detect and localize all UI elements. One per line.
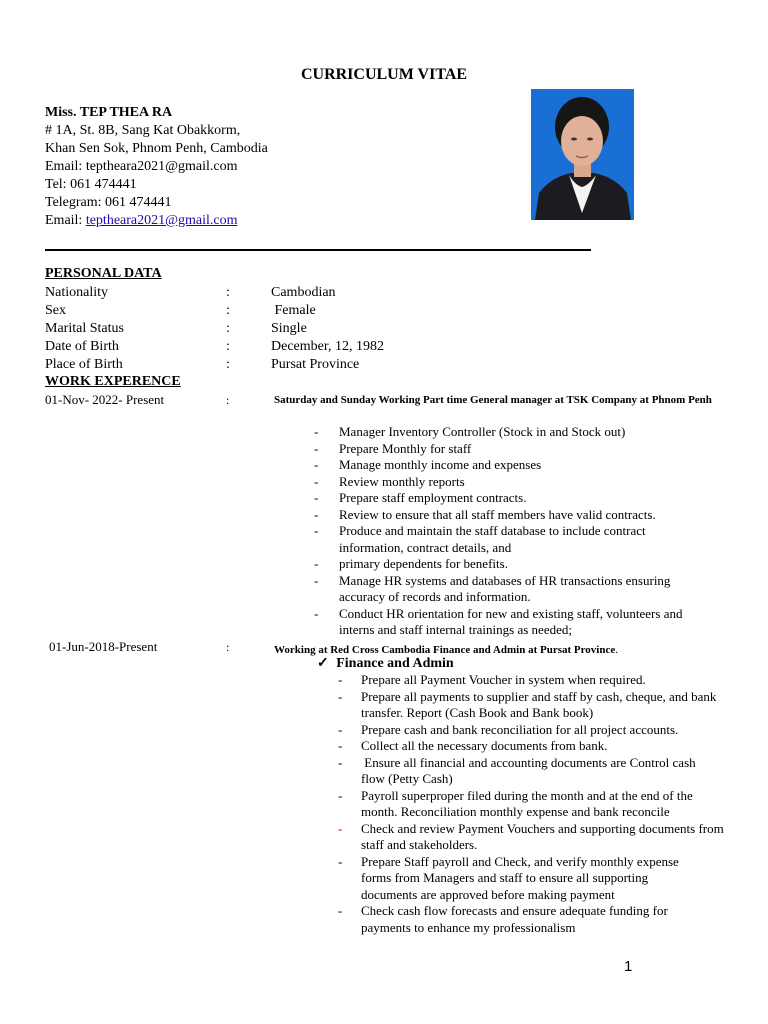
duty-text: Manage monthly income and expenses — [339, 457, 542, 472]
email-line: Email: teptheara2021@gmail.com — [45, 159, 238, 174]
bullet-dash: - — [314, 440, 319, 456]
bullet-dash: - — [314, 556, 319, 571]
job1-duty — [314, 523, 734, 556]
bullet-dash: - — [338, 787, 343, 803]
job2-duty — [338, 672, 738, 689]
job1-duty — [314, 606, 734, 639]
bullet-dash: - — [338, 820, 343, 836]
duty-text: primary dependents for benefits. — [339, 556, 508, 571]
job1-duty — [314, 573, 734, 606]
job2-duty — [338, 821, 738, 854]
portrait-image — [531, 89, 634, 220]
job2-duty — [338, 755, 738, 788]
job1-duty — [314, 507, 734, 524]
date-of-birth-label: Date of Birth — [45, 339, 119, 354]
place-of-birth-colon: : — [226, 357, 230, 372]
place-of-birth-label: Place of Birth — [45, 357, 123, 372]
duty-text: Prepare cash and bank reconciliation for all project accounts. — [361, 721, 679, 737]
personal-row-place-of-birth — [45, 356, 745, 374]
finance-admin-heading — [317, 655, 454, 672]
duty-text: Conduct HR orientation for new and existing staff, volunteers and interns and staff internal trainings as needed; — [339, 605, 683, 637]
telegram-line: Telegram: 061 474441 — [45, 195, 172, 210]
job2-duty-list — [338, 672, 738, 936]
duty-text: Produce and maintain the staff database to include contract information, contract details, and — [339, 523, 646, 555]
job1-duty — [314, 457, 734, 474]
duty-text: Manager Inventory Controller (Stock in and Stock out) — [339, 424, 626, 439]
bullet-dash: - — [314, 572, 319, 588]
job2-date: 01-Jun-2018-Present — [49, 639, 158, 654]
job2-colon: : — [226, 640, 230, 654]
nationality-colon: : — [226, 285, 230, 300]
address-line-1: # 1A, St. 8B, Sang Kat Obakkorm, — [45, 123, 241, 138]
contact-block — [45, 104, 268, 230]
bullet-dash: - — [314, 506, 319, 522]
job2-duty — [338, 689, 738, 722]
job1-duty — [314, 556, 734, 573]
duty-text: Prepare Monthly for staff — [339, 440, 472, 456]
job2-duty — [338, 738, 738, 755]
duty-text: Manage HR systems and databases of HR transactions ensuring accuracy of records and information. — [339, 572, 671, 604]
email-label: Email: — [45, 213, 86, 228]
duty-text: Check and review Payment Vouchers and supporting documents from staff and stakeholders. — [361, 820, 724, 852]
job2-title-period: . — [615, 642, 619, 656]
job1-date: 01-Nov- 2022- Present — [45, 392, 165, 407]
job1-duty — [314, 474, 734, 491]
duty-text: Collect all the necessary documents from bank. — [361, 738, 608, 753]
candidate-name: Miss. TEP THEA RA — [45, 105, 173, 120]
bullet-dash: - — [314, 605, 319, 621]
bullet-dash: - — [338, 672, 343, 687]
job1-duty — [314, 424, 734, 441]
sex-colon: : — [226, 303, 230, 318]
date-of-birth-colon: : — [226, 339, 230, 354]
place-of-birth-value: Pursat Province — [271, 357, 360, 372]
bullet-dash: - — [314, 490, 319, 505]
page-number: 1 — [624, 958, 633, 975]
profile-photo — [531, 89, 634, 220]
bullet-dash: - — [338, 688, 343, 704]
finance-admin-label: Finance and Admin — [336, 656, 454, 671]
job2-duty — [338, 722, 738, 739]
job1-duty-list — [314, 424, 734, 639]
nationality-value: Cambodian — [271, 285, 336, 300]
duty-text: Review monthly reports — [339, 473, 465, 489]
email-link-line — [45, 212, 268, 230]
job2-duty — [338, 854, 738, 904]
marital-status-colon: : — [226, 321, 230, 336]
job2-title: Working at Red Cross Cambodia Finance and Admin at Pursat Province — [274, 644, 616, 656]
duty-text: Ensure all financial and accounting documents are Control cash flow (Petty Cash) — [361, 754, 699, 786]
personal-row-date-of-birth — [45, 338, 745, 356]
email-link[interactable]: teptheara2021@gmail.com — [85, 213, 238, 228]
duty-text: Prepare all Payment Voucher in system when required. — [361, 672, 646, 687]
tel-line: Tel: 061 474441 — [45, 177, 137, 192]
header-divider — [45, 249, 591, 251]
bullet-dash: - — [338, 754, 343, 770]
personal-row-sex — [45, 302, 745, 320]
duty-text: Payroll superproper filed during the month and at the end of the month. Reconciliation monthly expense and bank reconcile — [361, 787, 693, 819]
bullet-dash: - — [314, 457, 319, 472]
job2-duty — [338, 903, 738, 936]
job1-title: Saturday and Sunday Working Part time General manager at TSK Company at Phnom Penh — [274, 394, 712, 406]
personal-data-heading: PERSONAL DATA — [45, 266, 162, 281]
personal-row-nationality — [45, 284, 745, 302]
job2-duty — [338, 788, 738, 821]
job1-duty — [314, 490, 734, 507]
document-title: CURRICULUM VITAE — [300, 66, 468, 83]
sex-label: Sex — [45, 303, 66, 318]
bullet-dash: - — [314, 473, 319, 489]
duty-text: Prepare Staff payroll and Check, and verify monthly expense forms from Managers and staff to ensure all supporting documents are approved before making payment — [361, 853, 679, 902]
duty-text: Prepare all payments to supplier and staff by cash, cheque, and bank transfer. Report (Cash Book and Bank book) — [361, 688, 717, 720]
work-experience-heading: WORK EXPERENCE — [45, 374, 181, 389]
bullet-dash: - — [338, 738, 343, 753]
job1-duty — [314, 441, 734, 458]
duty-text: Prepare staff employment contracts. — [339, 490, 527, 505]
address-line-2: Khan Sen Sok, Phnom Penh, Cambodia — [45, 141, 268, 156]
date-of-birth-value: December, 12, 1982 — [271, 339, 384, 354]
job1-colon: : — [226, 393, 230, 407]
sex-value: Female — [271, 303, 316, 318]
duty-text: Check cash flow forecasts and ensure adequate funding for payments to enhance my professionalism — [361, 903, 668, 935]
bullet-dash: - — [338, 721, 343, 737]
nationality-label: Nationality — [45, 285, 108, 300]
bullet-dash: - — [338, 853, 343, 869]
checkmark-icon: ✓ — [317, 656, 329, 671]
bullet-dash: - — [314, 523, 319, 538]
bullet-dash: - — [314, 424, 319, 439]
bullet-dash: - — [338, 903, 343, 918]
marital-status-label: Marital Status — [45, 321, 124, 336]
duty-text: Review to ensure that all staff members have valid contracts. — [339, 506, 656, 522]
marital-status-value: Single — [271, 321, 307, 336]
personal-row-marital-status — [45, 320, 745, 338]
